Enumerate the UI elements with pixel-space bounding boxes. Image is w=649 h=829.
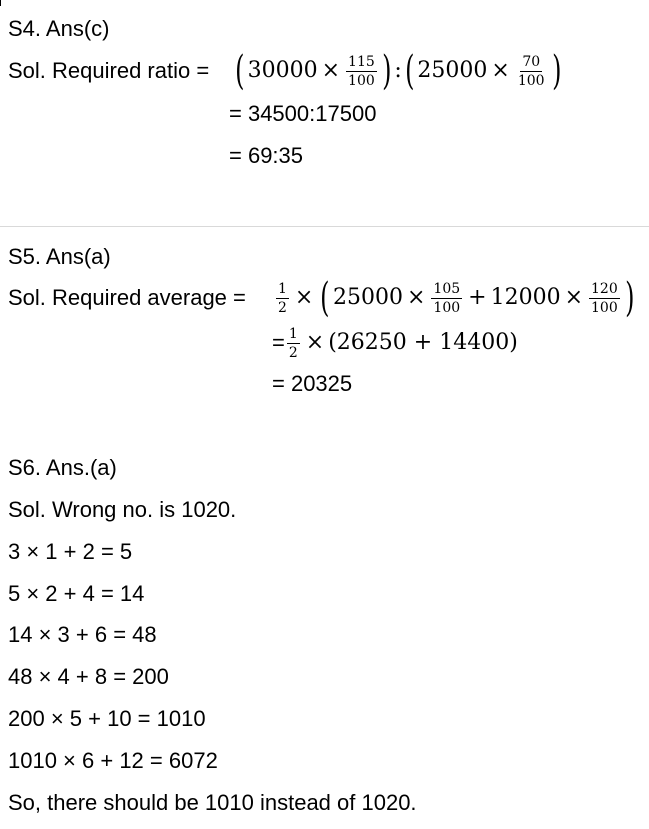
s5-step-3: = 20325 bbox=[272, 371, 353, 396]
ratio-separator: : bbox=[394, 58, 402, 83]
s5-sol-label: Sol. Required average = bbox=[8, 285, 246, 310]
s4-term-b: 25000 bbox=[417, 58, 488, 83]
equals-sign: = bbox=[272, 330, 285, 355]
s5-heading: S5. Ans(a) bbox=[8, 244, 111, 269]
s5-step-2 bbox=[272, 323, 518, 363]
s6-line: 14 × 3 + 6 = 48 bbox=[8, 622, 157, 647]
s4-step-3: = 69:35 bbox=[229, 143, 304, 168]
open-paren: ( bbox=[404, 48, 415, 94]
page-edge-mark bbox=[0, 0, 1, 6]
s4-heading: S4. Ans(c) bbox=[8, 16, 110, 41]
s4-fraction-a bbox=[346, 54, 377, 89]
fraction-numerator: 70 bbox=[522, 53, 541, 70]
fraction-denominator: 100 bbox=[591, 299, 618, 316]
s5-average-equation bbox=[274, 277, 637, 319]
times-sign: × bbox=[564, 285, 584, 310]
open-paren: ( bbox=[320, 275, 330, 321]
s6-line: 48 × 4 + 8 = 200 bbox=[8, 664, 169, 689]
s6-line: 200 × 5 + 10 = 1010 bbox=[8, 706, 206, 731]
s6-conclusion: So, there should be 1010 instead of 1020. bbox=[8, 790, 417, 815]
s6-line: Sol. Wrong no. is 1020. bbox=[8, 497, 237, 522]
s5-half-fraction bbox=[276, 281, 289, 316]
s4-term-a: 30000 bbox=[247, 58, 318, 83]
fraction-denominator: 100 bbox=[517, 72, 545, 89]
s5-step-2-expression: (26250 + 14400) bbox=[328, 330, 518, 355]
s5-term-b: 12000 bbox=[490, 285, 561, 310]
times-sign: × bbox=[406, 285, 426, 310]
s5-fraction-a bbox=[431, 281, 462, 316]
close-paren: ) bbox=[624, 275, 635, 321]
s5-term-a: 25000 bbox=[332, 285, 403, 310]
s6-line: 3 × 1 + 2 = 5 bbox=[8, 539, 133, 564]
fraction-numerator: 115 bbox=[348, 53, 375, 70]
fraction-numerator: 1 bbox=[278, 280, 287, 297]
s6-line: 1010 × 6 + 12 = 6072 bbox=[8, 748, 218, 773]
s4-ratio-equation bbox=[232, 50, 564, 92]
fraction-denominator: 2 bbox=[288, 344, 298, 361]
s6-line: 5 × 2 + 4 = 14 bbox=[8, 581, 145, 606]
s5-step-2-half bbox=[287, 326, 300, 361]
s5-fraction-b bbox=[589, 281, 620, 316]
fraction-denominator: 2 bbox=[278, 299, 287, 316]
fraction-numerator: 120 bbox=[591, 280, 618, 297]
times-sign: × bbox=[321, 58, 341, 83]
s4-sol-label: Sol. Required ratio = bbox=[8, 58, 210, 83]
close-paren: ) bbox=[551, 48, 562, 94]
s6-heading: S6. Ans.(a) bbox=[8, 455, 117, 480]
fraction-numerator: 1 bbox=[288, 325, 298, 342]
section-divider bbox=[0, 226, 649, 227]
fraction-denominator: 100 bbox=[433, 299, 461, 316]
fraction-denominator: 100 bbox=[348, 72, 375, 89]
fraction-numerator: 105 bbox=[433, 280, 461, 297]
open-paren: ( bbox=[235, 48, 245, 94]
plus-sign: + bbox=[468, 285, 487, 310]
times-sign: × bbox=[294, 285, 314, 310]
times-sign: × bbox=[305, 330, 325, 355]
times-sign: × bbox=[491, 58, 510, 83]
s4-fraction-b bbox=[516, 54, 547, 89]
close-paren: ) bbox=[381, 48, 392, 94]
s4-step-2: = 34500:17500 bbox=[229, 101, 377, 126]
